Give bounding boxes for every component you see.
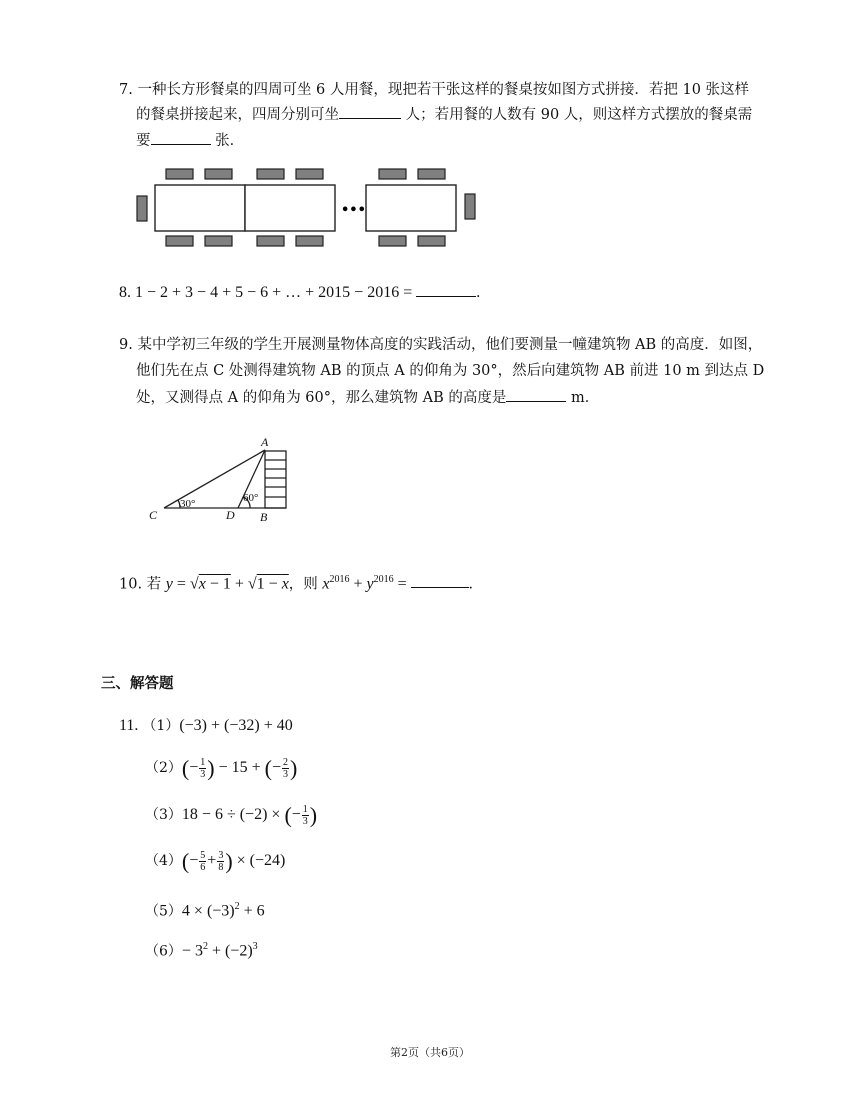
q11-item-3-no: （3） (145, 807, 182, 824)
q7-line1: 7. 一种长方形餐桌的四周可坐 6 人用餐，现把若干张这样的餐桌按如图方式拼接．若把 10 张这样 (119, 82, 750, 98)
q7-line2 (136, 104, 752, 125)
tables-figure (134, 163, 479, 249)
q11-item-2-no: （2） (145, 760, 182, 777)
q9-line3-a: 处，又测得点 A 的仰角为 60°，那么建筑物 AB 的高度是 (136, 390, 507, 406)
chair (205, 169, 232, 179)
building-figure (140, 434, 300, 526)
label-B: B (260, 510, 268, 524)
q9-line1: 9. 某中学初三年级的学生开展测量物体高度的实践活动，他们要测量一幢建筑物 AB 的高度．如图， (119, 337, 763, 353)
q11-item-1-no: （1） (142, 718, 180, 734)
q9-line3-b: m． (566, 390, 600, 406)
q8-expression: 8. 1 − 2 + 3 − 4 + 5 − 6 + … + 2015 − 2016 = (119, 284, 417, 301)
q10-prefix: 10. 若 (119, 576, 166, 593)
q9-blank[interactable] (506, 387, 566, 402)
q10-blank[interactable] (411, 573, 469, 588)
section-title: 三、解答题 (101, 676, 174, 692)
ellipsis-dots: ••• (341, 203, 366, 218)
table (155, 185, 245, 231)
q8-end: . (476, 284, 481, 301)
chair (166, 236, 193, 246)
q10-line: 10. 若 y = √x − 1 + √1 − x，则 $x^{2016} + y^{2016}$ = . (119, 574, 473, 593)
label-D: D (226, 508, 235, 522)
q9-line3 (136, 387, 599, 408)
chair (166, 169, 193, 179)
chair (379, 236, 406, 246)
q7-line2-b: 人；若用餐的人数有 90 人，则这样方式摆放的餐桌需 (405, 107, 753, 123)
q7-blank-2[interactable] (151, 130, 211, 145)
table (245, 185, 335, 231)
label-C: C (149, 508, 158, 522)
q11-item-1 (119, 716, 293, 736)
q11-item-5-no: （5） (145, 903, 182, 920)
q11-label: 11. (119, 717, 139, 734)
q11-item-5: $(5)4 \times (-3)^2 + 6$ (145, 901, 265, 920)
table (366, 185, 456, 231)
q7-blank-1[interactable] (339, 104, 401, 119)
chair (465, 194, 475, 219)
chair (418, 236, 445, 246)
q11-item-6-no: （6） (145, 943, 182, 960)
page-footer: 第2页（共6页） (390, 1046, 470, 1059)
q8-line (119, 282, 480, 303)
q7-line3-b: 张． (215, 133, 245, 149)
chair (296, 169, 323, 179)
chair (205, 236, 232, 246)
q10-end: . (468, 575, 473, 593)
label-A: A (261, 435, 269, 449)
angle-30-label: 30° (180, 498, 196, 510)
angle-60-label: 60° (243, 492, 259, 504)
q11-item-4: （4）(− $\frac{5}{6}$ + $\frac{3}{8}$ ) × (−24) (145, 848, 286, 874)
chair (379, 169, 406, 179)
q11-item-4-no: （4） (145, 853, 182, 870)
q11-item-1-expr: (−3) + (−32) + 40 (179, 717, 293, 734)
q7-line3 (136, 130, 244, 151)
chair (418, 169, 445, 179)
chair (137, 196, 147, 221)
q11-item-6: $(6)- 3^2 + (-2)^3$ (145, 941, 258, 960)
chair (257, 169, 284, 179)
q8-blank[interactable] (416, 282, 476, 297)
q7-line2-a: 的餐桌拼接起来，四周分别可坐 (136, 107, 339, 123)
q9-line2: 他们先在点 C 处测得建筑物 AB 的顶点 A 的仰角为 30°，然后向建筑物 AB 前进 10 m 到达点 D (136, 363, 765, 379)
chair (257, 236, 284, 246)
q11-item-2: （2）(− $\frac{1}{3}$ ) − 15 + (− $\frac{2}{3}$ ) (145, 755, 298, 781)
chair (296, 236, 323, 246)
q10-mid: ，则 (288, 576, 323, 593)
q11-item-3: （3）18 − 6 ÷ (−2) × (− $\frac{1}{3}$ ) (145, 802, 318, 828)
q7-line3-a: 要 (136, 133, 151, 149)
